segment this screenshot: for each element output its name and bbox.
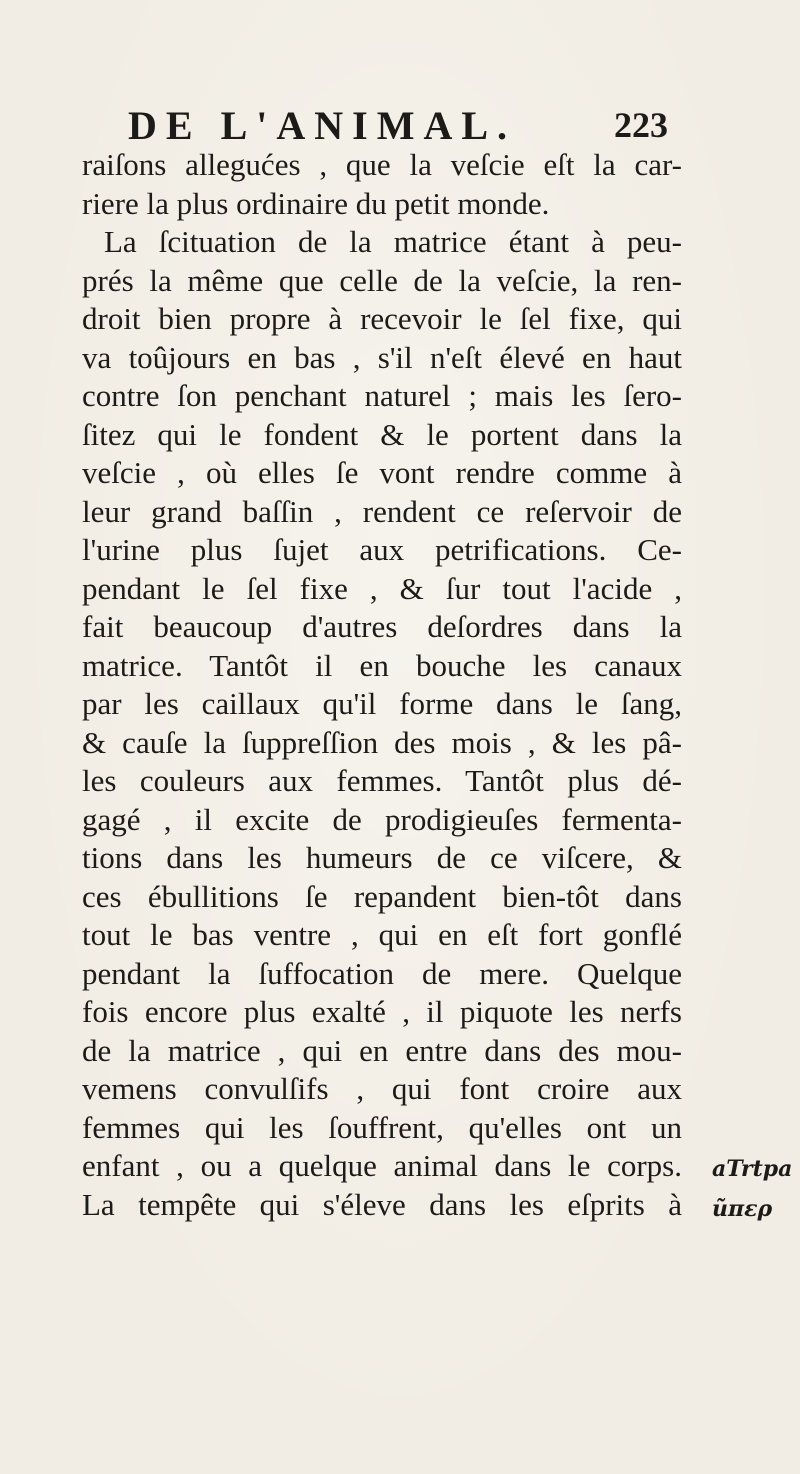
running-title: DE L'ANIMAL. xyxy=(128,103,517,148)
text-line: fois encore plus exalté , il piquote les nerfs xyxy=(82,994,682,1029)
text-line: riere la plus ordinaire du petit monde. xyxy=(82,185,550,221)
text-line: les couleurs aux femmes. Tantôt plus dé- xyxy=(82,763,682,798)
text-line: leur grand baſſin , rendent ce reſervoir de xyxy=(82,493,682,529)
text-line: ces ébullitions ſe repandent bien-tôt dans xyxy=(82,878,682,914)
running-head xyxy=(128,102,668,146)
text-line: La ſcituation de la matrice étant à peu- xyxy=(104,224,682,259)
text-line: de la matrice , qui en entre dans des mou- xyxy=(82,1032,682,1068)
text-line: pendant le ſel fixe , & ſur tout l'acide , xyxy=(82,570,682,606)
body-text xyxy=(82,146,682,1224)
text-line: & cauſe la ſuppreſſion des mois , & les pâ- xyxy=(82,724,682,760)
text-line: vemens convulſifs , qui font croire aux xyxy=(82,1071,682,1106)
text-line: La tempête qui s'éleve dans les eſprits à xyxy=(82,1186,682,1222)
text-line: prés la même que celle de la veſcie, la ren- xyxy=(82,262,682,298)
page-number: 223 xyxy=(614,105,668,145)
text-line: matrice. Tantôt il en bouche les canaux xyxy=(82,647,682,683)
text-line: veſcie , où elles ſe vont rendre comme à xyxy=(82,455,682,490)
text-line: par les caillaux qu'il forme dans le ſang, xyxy=(82,686,682,721)
marginal-note: aTrtpa xyxy=(712,1156,793,1182)
text-line: pendant la ſuffocation de mere. Quelque xyxy=(82,955,682,991)
text-line: contre ſon penchant naturel ; mais les ſero- xyxy=(82,378,682,413)
text-line: tout le bas ventre , qui en eſt fort gonflé xyxy=(82,917,682,952)
text-line: tions dans les humeurs de ce viſcere, & xyxy=(82,840,682,875)
marginal-note: ũπερ xyxy=(712,1196,773,1222)
text-line: enfant , ou a quelque animal dans le corps. xyxy=(82,1148,682,1183)
text-line: va toûjours en bas , s'il n'eſt élevé en haut xyxy=(82,339,682,375)
text-line: femmes qui les ſouffrent, qu'elles ont un xyxy=(82,1109,682,1145)
text-line: l'urine plus ſujet aux petrifications. Ce- xyxy=(82,532,682,567)
text-line: ſitez qui le fondent & le portent dans la xyxy=(82,416,682,452)
text-line: droit bien propre à recevoir le ſel fixe, qui xyxy=(82,301,682,336)
text-line: gagé , il excite de prodigieuſes fermenta- xyxy=(82,801,682,837)
text-line: fait beaucoup d'autres deſordres dans la xyxy=(82,609,682,644)
text-line: raiſons allegućes , que la veſcie eſt la car- xyxy=(82,147,682,182)
